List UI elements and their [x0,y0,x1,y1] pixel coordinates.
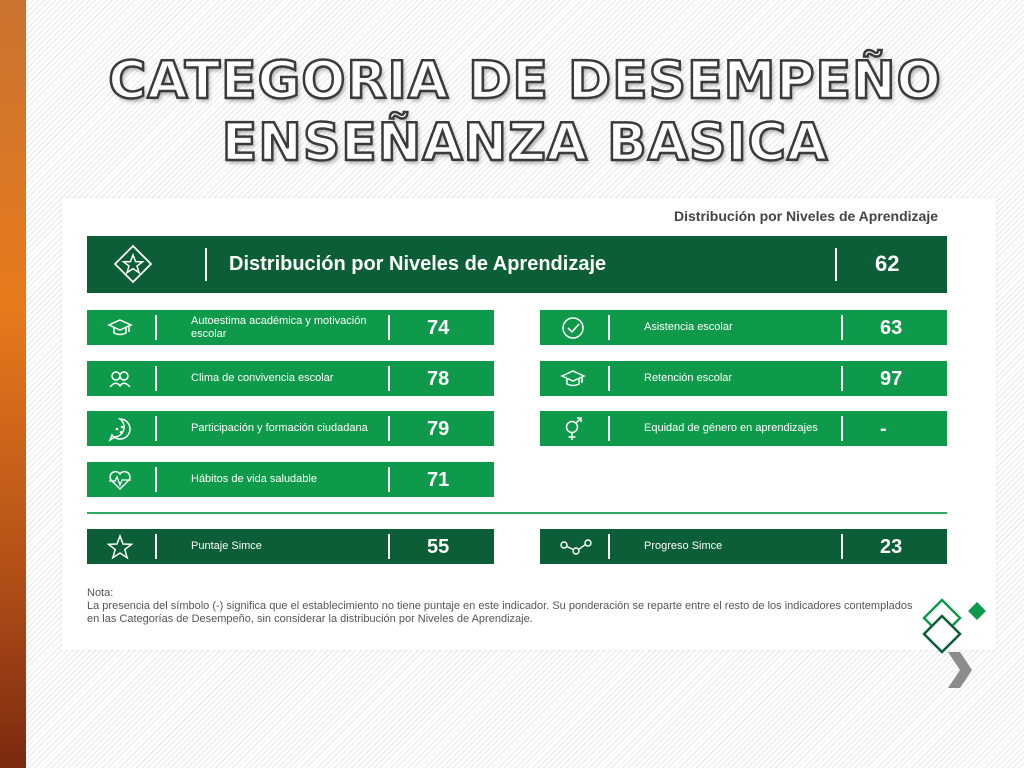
indicator-label: Asistencia escolar [644,321,733,333]
page-title [26,50,1024,174]
indicator-card-puntaje-simce [87,529,494,564]
next-chevron-icon[interactable] [944,650,974,690]
section-divider [87,512,947,514]
indicator-value: 55 [427,536,450,558]
indicator-value: 23 [880,536,903,558]
chat-bubble-icon [107,416,133,442]
indicator-label: Clima de convivencia escolar [191,372,334,384]
indicator-card-progreso-simce [540,529,947,564]
progress-dots-icon [560,534,592,560]
separator [608,416,610,441]
separator [388,416,390,441]
separator [155,534,157,559]
graduation-hat-icon [560,366,586,392]
note-title: Nota: [87,587,114,599]
graduation-hat-icon [107,315,133,341]
indicator-card-equidad [540,411,947,446]
indicator-value: 71 [427,469,450,491]
panel-heading: Distribución por Niveles de Aprendizaje [674,208,938,224]
indicator-label: Equidad de género en aprendizajes [644,422,818,434]
gender-icon [560,416,586,442]
indicator-card-autoestima [87,310,494,345]
indicator-value: 97 [880,368,903,390]
agency-logo-icon [920,598,990,658]
separator [155,315,157,340]
separator [388,534,390,559]
heart-pulse-icon [107,467,133,493]
separator [835,248,837,281]
separator [155,416,157,441]
separator [388,315,390,340]
indicator-value: 74 [427,317,450,339]
indicator-value: 79 [427,418,450,440]
indicator-card-asistencia [540,310,947,345]
indicator-card-retencion [540,361,947,396]
separator [608,366,610,391]
indicator-card-participacion [87,411,494,446]
check-circle-icon [560,315,586,341]
indicator-label: Hábitos de vida saludable [191,473,317,485]
indicator-value: - [880,418,887,440]
main-indicator-value: 62 [875,251,900,276]
indicator-card-clima [87,361,494,396]
indicator-value: 63 [880,317,903,339]
separator [388,366,390,391]
separator [608,315,610,340]
indicator-label: Autoestima académica y motivación escolar [191,314,367,340]
indicator-label: Puntaje Simce [191,540,262,552]
indicator-label: Retención escolar [644,372,733,384]
title-line-1: CATEGORIA DE DESEMPEÑO [108,51,942,111]
separator [155,366,157,391]
indicator-value: 78 [427,368,450,390]
indicator-label: Progreso Simce [644,540,723,552]
performance-panel [62,198,996,650]
separator [155,467,157,492]
separator [841,534,843,559]
note [87,587,917,626]
note-text: La presencia del símbolo (-) significa que el establecimiento no tiene puntaje en este indicador. Su ponderación se reparte entre el resto de los indicadores contemplados en las Categorías de Desempeño, sin considerar la distribución por Niveles de Aprendizaje. [87,600,913,625]
star-icon [107,534,133,560]
separator [841,416,843,441]
star-diamond-icon [113,244,153,284]
title-line-2: ENSEÑANZA BASICA [221,113,829,173]
separator [841,366,843,391]
separator [205,248,207,281]
people-icon [107,366,133,392]
separator [841,315,843,340]
main-indicator-bar [87,236,947,293]
indicator-label: Participación y formación ciudadana [191,422,368,434]
indicator-card-habitos [87,462,494,497]
separator [388,467,390,492]
separator [608,534,610,559]
main-indicator-label: Distribución por Niveles de Aprendizaje [229,253,607,275]
side-accent-bar [0,0,26,768]
